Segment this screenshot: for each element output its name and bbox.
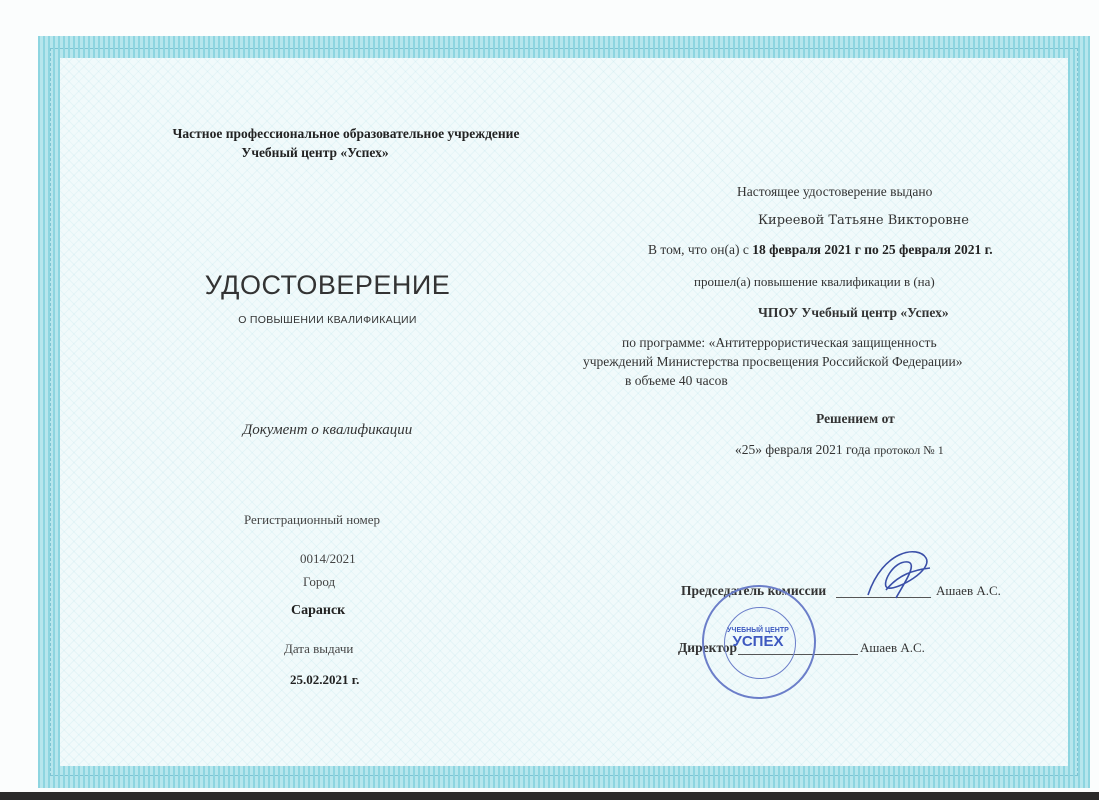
decision-line [735, 442, 944, 458]
city-label: Город [303, 574, 336, 589]
program-volume: в объеме 40 часов [625, 373, 728, 388]
stamp-logo-text: УСПЕХ [732, 633, 784, 650]
chair-signature [858, 540, 938, 610]
decision-date: «25» февраля 2021 года [735, 442, 871, 457]
period-line [648, 242, 993, 258]
recipient-name: Киреевой Татьяне Викторовне [758, 213, 969, 228]
chair-name: Ашаев А.С. [936, 583, 1001, 598]
organization-name: ЧПОУ Учебный центр «Успех» [758, 305, 949, 320]
period-prefix: В том, что он(а) с [648, 242, 749, 257]
decision-label: Решением от [816, 411, 895, 426]
institution-name-line2: Учебный центр «Успех» [241, 145, 389, 160]
director-label: Директор [678, 640, 738, 655]
stamp-logo-caption: УЧЕБНЫЙ ЦЕНТР [727, 627, 789, 634]
program-name-part2: учреждений Министерства просвещения Российской Федерации» [583, 354, 963, 369]
program-line1 [622, 335, 937, 351]
issued-to-label: Настоящее удостоверение выдано [737, 184, 933, 199]
registration-label: Регистрационный номер [244, 512, 380, 527]
passed-text: прошел(а) повышение квалификации в (на) [694, 274, 935, 289]
registration-number: 0014/2021 [300, 551, 356, 566]
chair-label: Председатель комиссии [681, 583, 827, 598]
certificate-title: УДОСТОВЕРЕНИЕ [204, 270, 451, 300]
institution-name-line1: Частное профессиональное образовательное учреждение [172, 126, 520, 141]
director-name: Ашаев А.С. [860, 640, 925, 655]
program-prefix: по программе: [622, 335, 706, 350]
decision-protocol: протокол № 1 [873, 443, 944, 457]
period-dates: 18 февраля 2021 г по 25 февраля 2021 г. [752, 242, 993, 257]
city-value: Саранск [291, 603, 346, 618]
scan-edge [0, 792, 1099, 800]
issue-date-value: 25.02.2021 г. [290, 672, 360, 687]
stamp-logo [727, 625, 789, 650]
issue-date-label: Дата выдачи [284, 641, 354, 656]
official-stamp [702, 585, 816, 699]
certificate-subtitle: О ПОВЫШЕНИИ КВАЛИФИКАЦИИ [238, 314, 417, 326]
program-name-part1: «Антитеррористическая защищенность [708, 335, 937, 350]
document-type: Документ о квалификации [242, 422, 413, 438]
